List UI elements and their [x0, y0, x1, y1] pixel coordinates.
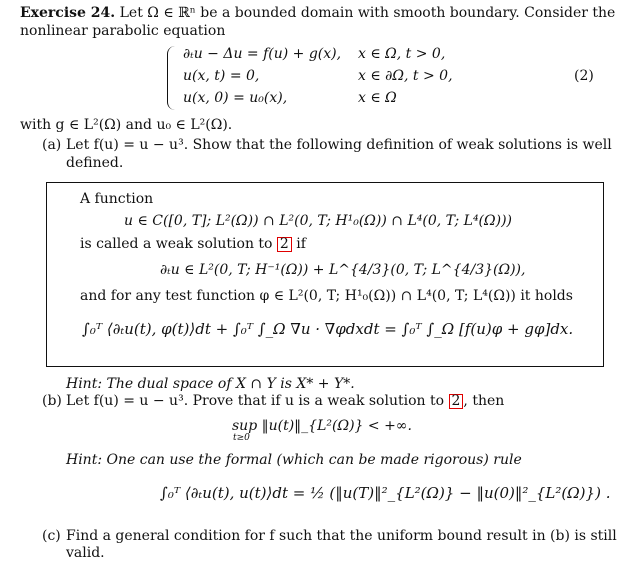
- system-eq-3: u(x, 0) = u₀(x),: [183, 90, 288, 106]
- definition-weak-formulation: ∫₀ᵀ ⟨∂ₜu(t), φ(t)⟩dt + ∫₀ᵀ ∫_Ω ∇u · ∇φdxdt = ∫₀ᵀ ∫_Ω [f(u)φ + gφ]dx.: [82, 320, 574, 338]
- exercise-intro-line2: nonlinear parabolic equation: [20, 23, 226, 39]
- part-c-label: (c): [42, 528, 61, 544]
- equation-number: (2): [574, 68, 594, 84]
- part-b-text-pre: Let f(u) = u − u³. Prove that if u is a weak solution to: [66, 393, 445, 409]
- system-eq-1: ∂ₜu − Δu = f(u) + g(x),: [183, 46, 342, 62]
- definition-line-3: [80, 236, 306, 252]
- definition-line-2: u ∈ C([0, T]; L²(Ω)) ∩ L²(0, T; H¹₀(Ω)) ∩ L⁴(0, T; L⁴(Ω))): [124, 213, 513, 229]
- system-eq-2: u(x, t) = 0,: [183, 68, 260, 84]
- part-a-label: (a): [42, 137, 62, 153]
- hint-a: Hint: The dual space of X ∩ Y is X* + Y*.: [66, 376, 355, 392]
- part-b-label: (b): [42, 393, 62, 409]
- part-c-text-2: valid.: [66, 545, 105, 561]
- system-cond-2: x ∈ ∂Ω, t > 0,: [358, 68, 453, 84]
- part-b-formula-sub: t≥0: [233, 433, 250, 443]
- equation-ref-link[interactable]: 2: [277, 237, 292, 252]
- exercise-intro-line1: [20, 5, 615, 21]
- part-a-text-1: Let f(u) = u − u³. Show that the following definition of weak solutions is well: [66, 137, 612, 153]
- definition-line-1: A function: [80, 191, 154, 207]
- hint-b: Hint: One can use the formal (which can be made rigorous) rule: [66, 452, 522, 468]
- definition-line-4: ∂ₜu ∈ L²(0, T; H⁻¹(Ω)) + L^{4/3}(0, T; L^{4/3}(Ω)),: [160, 262, 526, 278]
- system-cond-1: x ∈ Ω, t > 0,: [358, 46, 446, 62]
- with-conditions: with g ∈ L²(Ω) and u₀ ∈ L²(Ω).: [20, 117, 233, 133]
- equation-ref-link-b[interactable]: 2: [449, 394, 464, 409]
- exercise-intro-text: Let Ω ∈ ℝⁿ be a bounded domain with smooth boundary. Consider the: [119, 5, 616, 21]
- part-b-text-post: , then: [463, 393, 505, 409]
- part-b-formula: sup ‖u(t)‖_{L²(Ω)} < +∞.: [232, 418, 412, 434]
- part-a-text-2: defined.: [66, 155, 124, 171]
- hint-b-formula: ∫₀ᵀ ⟨∂ₜu(t), u(t)⟩dt = ½ (‖u(T)‖²_{L²(Ω)} − ‖u(0)‖²_{L²(Ω)}) .: [160, 484, 611, 502]
- exercise-heading: Exercise 24.: [20, 5, 116, 21]
- definition-line-3-post: if: [296, 236, 306, 252]
- part-b-text: [66, 393, 504, 409]
- system-brace: [167, 46, 178, 110]
- definition-line-5: and for any test function φ ∈ L²(0, T; H¹₀(Ω)) ∩ L⁴(0, T; L⁴(Ω)) it holds: [80, 288, 573, 304]
- part-c-text-1: Find a general condition for f such that the uniform bound result in (b) is still: [66, 528, 617, 544]
- definition-line-3-pre: is called a weak solution to: [80, 236, 273, 252]
- system-cond-3: x ∈ Ω: [358, 90, 397, 106]
